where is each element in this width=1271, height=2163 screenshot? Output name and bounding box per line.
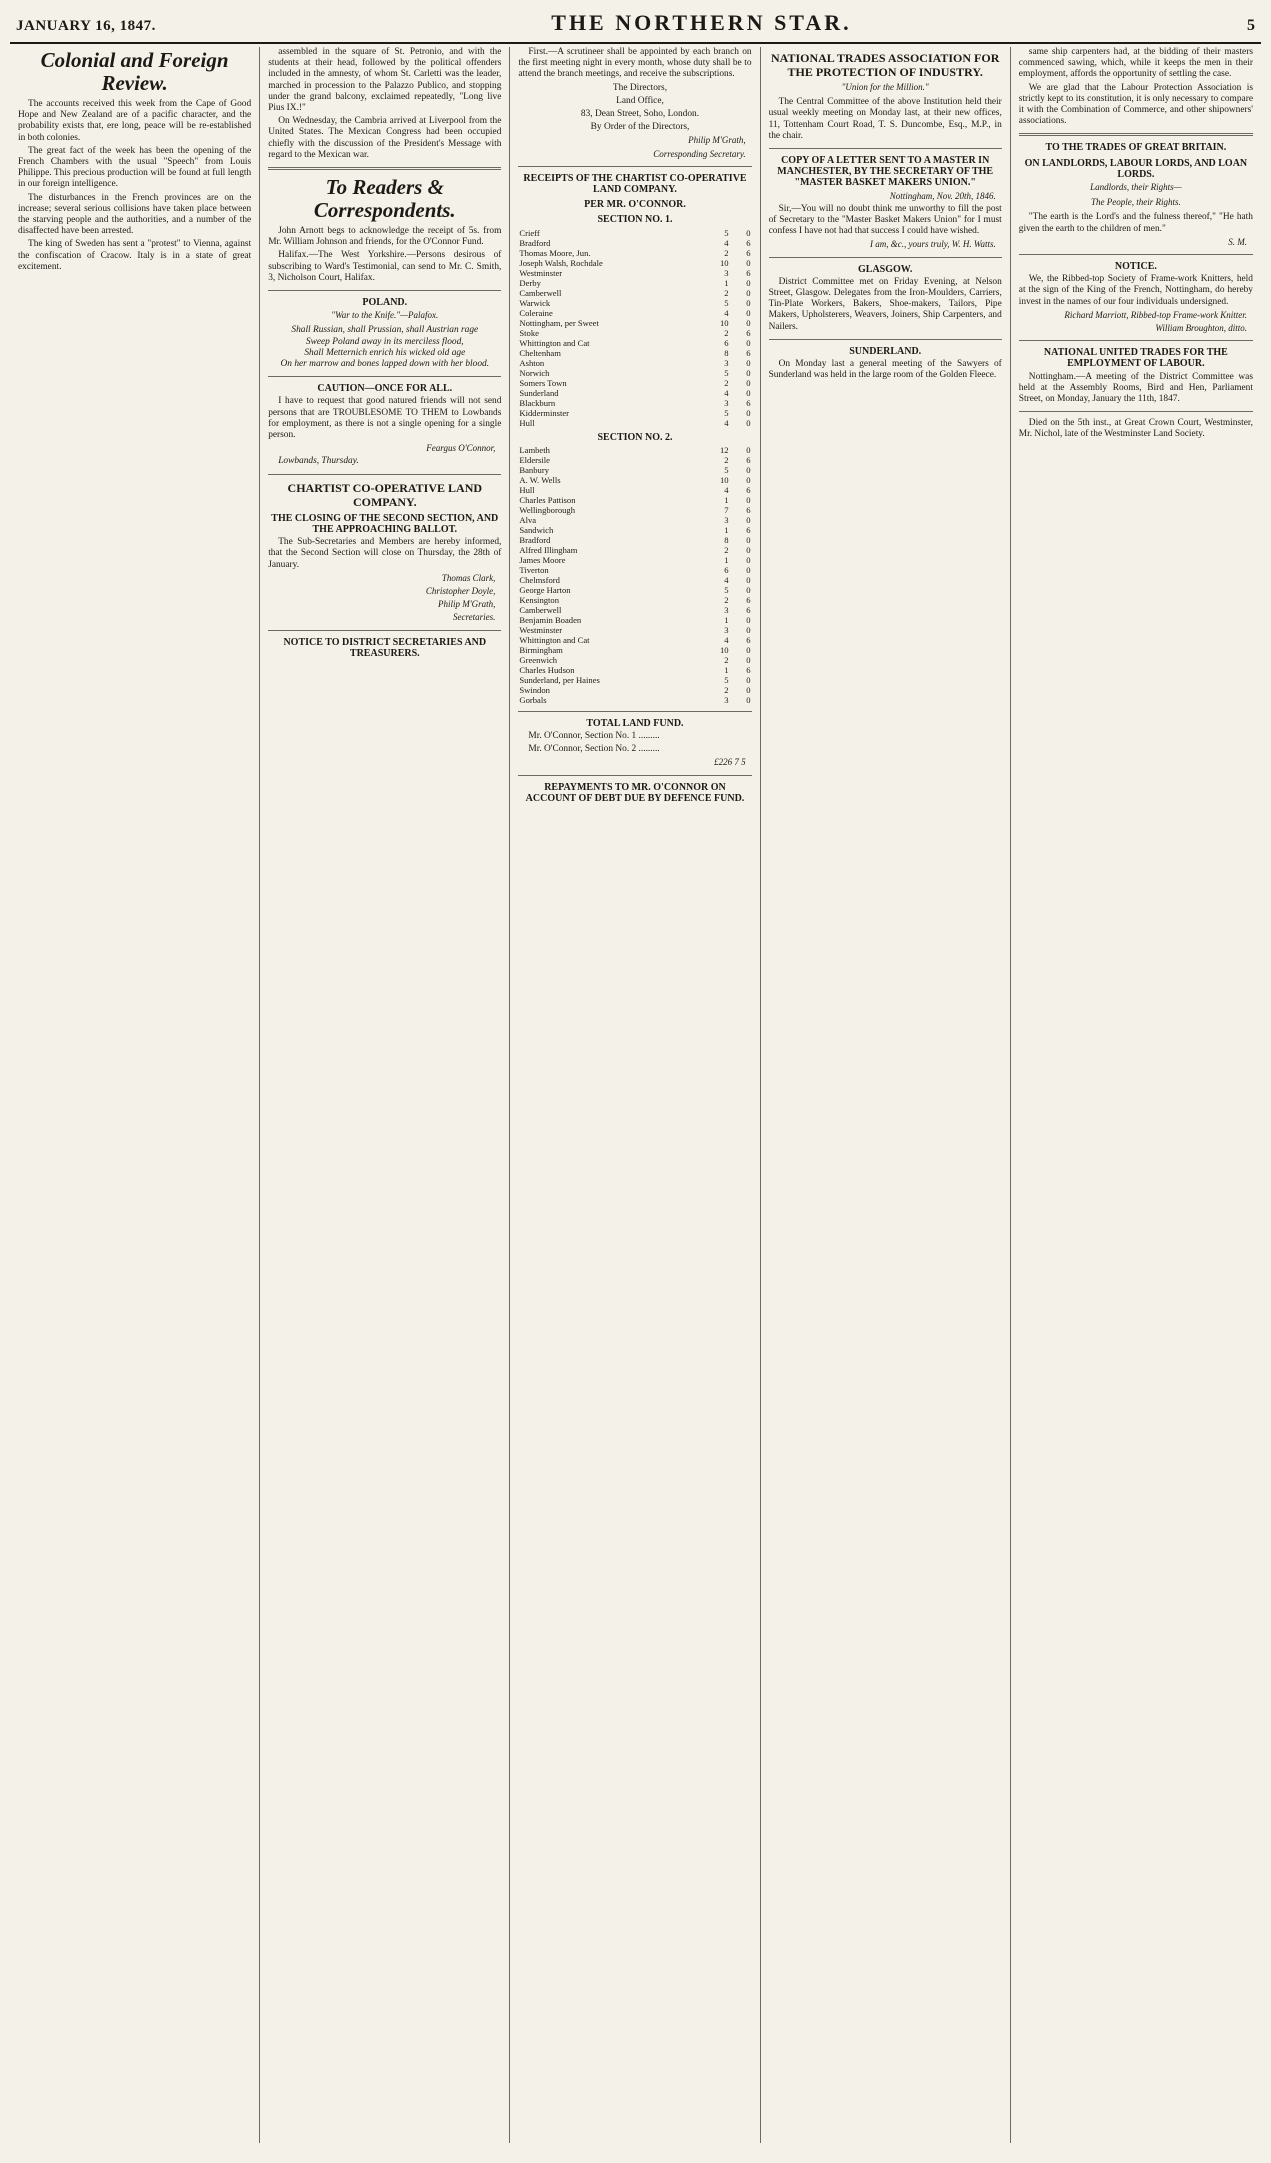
ledger-name: Hull [519,484,535,495]
ledger-name: Whittington and Cat [519,634,590,645]
ledger-name: Somers Town [519,377,567,388]
ledger-shillings: 5 [724,367,729,378]
ledger-row [518,368,751,378]
glasgow-title: GLASGOW. [858,263,913,275]
article-paragraph: First.—A scrutineer shall be appointed by each branch on the first meeting night in every month, whose duty shall be to attend the branch meetings, and receive the subscriptions. [518,47,752,80]
ledger-name: Swindon [519,684,550,695]
poem-title: POLAND. [362,297,408,309]
ledger-pence: 0 [746,644,751,655]
ledger-shillings: 1 [724,614,729,625]
ledger-shillings: 1 [724,664,729,675]
ledger-pence: 0 [746,307,751,318]
ledger-shillings: 5 [724,464,729,475]
ledger-row [518,585,751,595]
ledger-pence: 6 [746,247,751,258]
trades-britain-subtitle: ON LANDLORDS, LABOUR LORDS, AND LOAN LORDS. [1024,157,1248,180]
ledger-row [518,575,751,585]
ledger-pence: 0 [746,624,751,635]
ledger-shillings: 6 [724,564,729,575]
ledger-shillings: 3 [724,397,729,408]
receipts-subtitle: PER MR. O'CONNOR. [584,199,686,211]
ledger-pence: 6 [746,454,751,465]
ledger-pence: 6 [746,484,751,495]
poem-body [268,325,501,370]
ledger-pence: 0 [746,297,751,308]
receipts-title: RECEIPTS OF THE CHARTIST CO-OPERATIVE LAND COMPANY. [523,172,747,196]
ledger-shillings: 3 [724,267,729,278]
ledger-row [518,515,751,525]
ledger-pence: 0 [746,564,751,575]
notice-item: John Arnott begs to acknowledge the receipt of 5s. from Mr. William Johnson and friends, for the O'Connor Fund. [268,226,502,248]
ledger-pence: 0 [746,554,751,565]
ledger-pence: 6 [746,634,751,645]
ledger-shillings: 2 [724,684,729,695]
ledger-pence: 0 [746,227,751,238]
ledger-row [518,605,751,615]
ledger-name: Chelmsford [519,574,560,585]
ledger-pence: 0 [746,257,751,268]
ledger-row [518,268,751,278]
ledger-pence: 0 [746,584,751,595]
ledger-pence: 0 [746,377,751,388]
ballot-signature: Christopher Doyle, [425,585,496,596]
trades-motto: Landlords, their Rights— [1090,182,1182,193]
ledger-pence: 0 [746,534,751,545]
ledger-shillings: 10 [720,474,729,485]
ledger-name: Crieff [519,227,540,238]
divider [1019,411,1253,412]
notice-signature: Richard Marriott, Ribbed-top Frame-work Knitter. [1064,309,1247,320]
glasgow-text: District Committee met on Friday Evening, at Nelson Street, Glasgow. Delegates from the Iron-Moulders, Carriers, Tin-Plate Workers, Bakers, Shoe-makers, Tailors, Pipe Makers, Upholsterers, Weavers, Joiners, Ship Carpenters, and Nailers. [768,276,1002,332]
letter-signature: I am, &c., yours truly, W. H. Watts. [869,239,996,250]
ledger-name: Coleraine [519,307,553,318]
ledger-shillings: 5 [724,407,729,418]
ledger-shillings: 1 [724,494,729,505]
ledger-shillings: 8 [724,347,729,358]
letter-place: Nottingham, Nov. 20th, 1846. [889,190,996,201]
ledger-shillings: 2 [724,287,729,298]
ledger-pence: 6 [746,594,751,605]
ledger-row [518,338,751,348]
ledger-pence: 0 [746,574,751,585]
ballot-text: The Sub-Secretaries and Members are hereby informed, that the Second Section will close on Thursday, the 28th of January. [268,537,502,570]
ledger-pence: 6 [746,327,751,338]
ledger-row [518,505,751,515]
treasurers-notice-title: NOTICE TO DISTRICT SECRETARIES AND TREASURERS. [283,636,487,659]
ledger-name: Bradford [519,237,551,248]
section-2-table [518,445,751,705]
ledger-name: Warwick [519,297,551,308]
ledger-row [518,445,751,455]
article-paragraph: The king of Sweden has sent a "protest" to Vienna, against the confiscation of Cracow. Italy is in a state of great excitement. [18,239,252,272]
ledger-row [518,378,751,388]
ledger-row [518,228,751,238]
ledger-shillings: 12 [720,444,729,455]
ledger-name: Nottingham, per Sweet [519,317,599,328]
ledger-pence: 0 [746,287,751,298]
column-1 [10,47,260,2143]
divider [268,167,501,170]
ledger-name: Banbury [519,464,549,475]
letter-body: Sir,—You will no doubt think me unworthy to fill the post of Secretary to the "Master Basket Makers Union" for I must confess I have not had that success I could have wished. [768,203,1002,237]
ledger-pence: 0 [746,407,751,418]
caution-title: CAUTION—ONCE FOR ALL. [317,383,453,395]
correspondents-title: To Readers & Correspondents. [313,175,456,223]
ledger-name: Sandwich [519,524,554,535]
ledger-row [518,358,751,368]
ledger-row [518,238,751,248]
ledger-row [518,625,751,635]
ledger-row [518,475,751,485]
address-line: 83, Dean Street, Soho, London. [580,109,700,120]
ledger-row [518,398,751,408]
ledger-shillings: 2 [724,247,729,258]
ledger-row [518,685,751,695]
ledger-name: Charles Pattison [519,494,576,505]
ledger-pence: 0 [746,367,751,378]
secretary-signature: Philip M'Grath, [688,135,746,146]
ledger-pence: 0 [746,417,751,428]
ledger-pence: 0 [746,674,751,685]
ledger-pence: 6 [746,504,751,515]
issue-date: JANUARY 16, 1847. [16,18,156,34]
ledger-shillings: 1 [724,277,729,288]
poem-motto: "War to the Knife."—Palafox. [331,310,439,321]
article-paragraph: The Central Committee of the above Institution held their usual weekly meeting on Monday last, at their new offices, 11, Tottenham Court Road, T. S. Duncombe, Esq., M.P., in the chair. [768,97,1002,141]
article-paragraph: The accounts received this week from the Cape of Good Hope and New Zealand are of a pacific character, and the probability exists that, ere long, peace will be re-established in both colonies. [18,99,252,143]
ballot-title: THE CLOSING OF THE SECOND SECTION, AND THE APPROACHING BALLOT. [271,512,499,535]
newspaper-page [10,10,1261,2143]
ledger-pence: 0 [746,654,751,665]
ledger-shillings: 4 [724,417,729,428]
order-line: By Order of the Directors, [590,122,690,133]
ledger-shillings: 5 [724,584,729,595]
ledger-row [518,278,751,288]
ledger-shillings: 5 [724,674,729,685]
ledger-name: Kensington [519,594,560,605]
ledger-name: Sunderland, per Haines [519,674,600,685]
ledger-row [518,408,751,418]
ledger-pence: 0 [746,694,751,705]
ledger-row [518,388,751,398]
ledger-row [518,595,751,605]
notice-text: We, the Ribbed-top Society of Frame-work Knitters, held at the sign of the King of the French, Nottingham, do hereby invest in the names of our four individuals undersigned. [1018,274,1253,307]
ledger-pence: 6 [746,347,751,358]
ledger-pence: 0 [746,514,751,525]
ledger-pence: 0 [746,444,751,455]
ledger-name: Whittington and Cat [519,337,590,348]
ledger-row [518,248,751,258]
column-3 [510,47,760,2143]
masthead [10,10,1261,44]
ledger-name: Wellingborough [519,504,576,515]
ledger-pence: 0 [746,277,751,288]
ledger-name: Eldersile [519,454,550,465]
notice-item: Halifax.—The West Yorkshire.—Persons desirous of subscribing to Ward's Testimonial, can send to Mr. C. Smith, 3, Nicholson Court, Halifax. [268,250,502,283]
divider [268,630,501,631]
ledger-name: James Moore [519,554,566,565]
ledger-name: Westminster [519,624,563,635]
section-2-heading: SECTION NO. 2. [597,431,673,443]
divider [518,711,751,712]
poem-line: On her marrow and bones lapped down with her blood. [280,359,490,370]
ledger-pence: 0 [746,464,751,475]
ledger-pence: 6 [746,604,751,615]
ledger-shillings: 4 [724,237,729,248]
total-sum: £226 7 5 [714,757,746,768]
ledger-pence: 0 [746,684,751,695]
obituary-text: Died on the 5th inst., at Great Crown Court, Westminster, Mr. Nichol, late of the Westminster Land Society. [1018,418,1253,440]
column-4 [761,47,1011,2143]
ledger-row [518,348,751,358]
ledger-shillings: 2 [724,327,729,338]
ledger-shillings: 5 [724,227,729,238]
ledger-row [518,308,751,318]
divider [769,339,1002,340]
trades-britain-title: TO THE TRADES OF GREAT BRITAIN. [1045,142,1227,154]
ledger-row [518,288,751,298]
ledger-shillings: 3 [724,357,729,368]
trades-association-title: NATIONAL TRADES ASSOCIATION FOR THE PROTECTION OF INDUSTRY. [771,51,1000,79]
caution-place: Lowbands, Thursday. [278,456,359,467]
ballot-signature: Philip M'Grath, [437,599,496,610]
directors-line: The Directors, [612,82,668,93]
ledger-name: Sunderland [519,387,559,398]
divider [268,290,501,291]
article-paragraph: The great fact of the week has been the opening of the French Chambers with the usual "Speech" from Louis Philippe. This precious production will be found at full length in our foreign intelligence. [18,145,252,190]
divider [769,257,1002,258]
notice-signature: William Broughton, ditto. [1155,323,1247,334]
notice-title: NOTICE. [1114,261,1157,273]
ledger-name: Westminster [519,267,563,278]
ledger-name: Camberwell [519,287,562,298]
ledger-shillings: 4 [724,634,729,645]
ledger-row [518,655,751,665]
ledger-pence: 0 [746,357,751,368]
ledger-shillings: 2 [724,454,729,465]
divider [1019,133,1253,136]
ledger-name: Norwich [519,367,550,378]
ledger-name: George Harton [519,584,571,595]
ledger-pence: 0 [746,317,751,328]
article-paragraph: On Wednesday, the Cambria arrived at Liverpool from the United States. The Mexican Congress had been occupied chiefly with the discussion of the President's Message with regard to the Mexican war. [268,116,502,160]
ledger-shillings: 1 [724,524,729,535]
ledger-row [518,665,751,675]
ledger-shillings: 3 [724,514,729,525]
poem-line: Shall Russian, shall Prussian, shall Austrian rage [291,325,479,336]
ledger-shillings: 10 [720,644,729,655]
newspaper-title: THE NORTHERN STAR. [551,10,852,35]
ledger-name: Derby [519,277,541,288]
ledger-name: Benjamin Boaden [519,614,582,625]
ledger-row [518,675,751,685]
article-paragraph: same ship carpenters had, at the bidding of their masters commenced sawing, which, while it keeps the men in their employment, affords the opportunity of settling the case. [1018,47,1253,80]
divider [769,148,1002,149]
trades-signature: S. M. [1228,236,1247,247]
ledger-row [518,485,751,495]
ledger-name: Alfred Illingham [519,544,578,555]
secretary-role: Corresponding Secretary. [653,148,746,159]
ledger-name: Joseph Walsh, Rochdale [519,257,603,268]
ledger-pence: 6 [746,267,751,278]
ledger-name: Hull [519,417,535,428]
ledger-name: A. W. Wells [519,474,561,485]
sunderland-text: On Monday last a general meeting of the Sawyers of Sunderland was held in the large room of the Golden Fleece. [768,359,1002,381]
ledger-row [518,318,751,328]
ledger-shillings: 3 [724,694,729,705]
section-title: Colonial and Foreign Review. [40,48,229,95]
ledger-shillings: 2 [724,654,729,665]
total-row: Mr. O'Connor, Section No. 1 ......... [528,731,660,742]
ledger-shillings: 10 [720,257,729,268]
ledger-row [518,565,751,575]
ballot-signature-role: Secretaries. [452,612,496,623]
ledger-name: Ashton [519,357,545,368]
ledger-name: Camberwell [519,604,562,615]
ledger-pence: 0 [746,387,751,398]
company-title: CHARTIST CO-OPERATIVE LAND COMPANY. [287,480,483,509]
ledger-pence: 0 [746,544,751,555]
total-row: Mr. O'Connor, Section No. 2 ......... [528,744,660,755]
article-paragraph: assembled in the square of St. Petronio, and with the students at their head, followed by the political offenders included in the amnesty, of whom St. Carletti was the leader, marched in procession to the Palazzo Publico, and stopping under the grand balcony, exclaimed repeatedly, "Long live Pius IX.!" [268,47,502,114]
page-number: 5 [1246,17,1255,34]
office-line: Land Office, [616,95,664,106]
ledger-row [518,635,751,645]
divider [1019,340,1253,341]
ledger-row [518,535,751,545]
trades-association-motto: "Union for the Million." [841,82,929,92]
ledger-row [518,615,751,625]
divider [518,775,751,776]
ledger-shillings: 7 [724,504,729,515]
letter-title: COPY OF A LETTER SENT TO A MASTER IN MANCHESTER, BY THE SECRETARY OF THE "MASTER BASKET MAKERS UNION." [777,155,994,189]
ledger-name: Birmingham [519,644,563,655]
national-trades-text: Nottingham.—A meeting of the District Committee was held at the Assembly Rooms, Bird and Hen, Parliament Street, on Monday, January the 11th, 1847. [1018,371,1253,405]
ledger-name: Stoke [519,327,539,338]
ledger-shillings: 4 [724,307,729,318]
column-2 [260,47,510,2143]
ledger-pence: 6 [746,397,751,408]
ledger-row [518,645,751,655]
ledger-row [518,258,751,268]
ledger-name: Thomas Moore, Jun. [519,247,591,258]
ledger-name: Tiverton [519,564,549,575]
section-1-table [518,228,751,428]
ledger-shillings: 1 [724,554,729,565]
ledger-row [518,525,751,535]
ledger-name: Lambeth [519,444,550,455]
ledger-name: Greenwich [519,654,558,665]
ledger-row [518,418,751,428]
divider [1019,254,1253,255]
ledger-pence: 0 [746,474,751,485]
ledger-row [518,555,751,565]
caution-text: I have to request that good natured friends will not send persons that are TROUBLESOME TO THEM to Lowbands for employment, as there is not a single opening for a single person. [268,396,502,441]
article-paragraph: The disturbances in the French provinces are on the increase; several serious collisions have taken place between the starving people and the authorities, and a number of the disaffected have been arrested. [18,192,252,237]
ledger-name: Blackburn [519,397,556,408]
ledger-shillings: 6 [724,337,729,348]
repayments-title: REPAYMENTS TO MR. O'CONNOR ON ACCOUNT OF DEBT DUE BY DEFENCE FUND. [525,781,745,804]
ledger-shillings: 2 [724,377,729,388]
ledger-shillings: 3 [724,624,729,635]
ledger-shillings: 4 [724,574,729,585]
national-trades-title: NATIONAL UNITED TRADES FOR THE EMPLOYMENT OF LABOUR. [1043,347,1228,370]
article-paragraph: We are glad that the Labour Protection Association is strictly kept to its constitution, it is only necessary to compare it with the Combination of Commerce, and other shipowners' associations. [1018,82,1253,127]
ledger-row [518,298,751,308]
divider [518,166,751,167]
ledger-shillings: 4 [724,484,729,495]
ledger-pence: 6 [746,524,751,535]
ledger-shillings: 8 [724,534,729,545]
ledger-name: Alva [519,514,537,525]
ledger-shillings: 10 [720,317,729,328]
columns [10,47,1261,2143]
ledger-row [518,695,751,705]
ledger-name: Bradford [519,534,551,545]
ballot-signature: Thomas Clark, [441,572,496,583]
total-label: TOTAL LAND FUND. [586,717,684,729]
ledger-shillings: 5 [724,297,729,308]
ledger-pence: 0 [746,337,751,348]
ledger-pence: 0 [746,494,751,505]
ledger-row [518,545,751,555]
ledger-name: Gorbals [519,694,547,705]
ledger-pence: 6 [746,664,751,675]
divider [268,474,501,475]
trades-motto: The People, their Rights. [1091,197,1181,208]
ledger-shillings: 3 [724,604,729,615]
ledger-row [518,495,751,505]
ledger-row [518,455,751,465]
ledger-shillings: 2 [724,544,729,555]
ledger-shillings: 4 [724,387,729,398]
ledger-shillings: 2 [724,594,729,605]
ledger-name: Cheltenham [519,347,561,358]
section-1-heading: SECTION NO. 1. [597,214,673,226]
ledger-name: Charles Hudson [519,664,575,675]
poem-line: Shall Metternich enrich his wicked old age [304,347,466,358]
ledger-row [518,328,751,338]
poem-line: Sweep Poland away in its merciless flood, [305,336,464,347]
sunderland-title: SUNDERLAND. [849,345,922,357]
column-5 [1011,47,1261,2143]
ledger-pence: 6 [746,237,751,248]
divider [268,376,501,377]
ledger-pence: 0 [746,614,751,625]
ledger-row [518,465,751,475]
ledger-name: Kidderminster [519,407,570,418]
trades-text: "The earth is the Lord's and the fulness thereof," "He hath given the earth to the children of men." [1018,212,1253,234]
caution-signature: Feargus O'Connor, [426,443,496,454]
